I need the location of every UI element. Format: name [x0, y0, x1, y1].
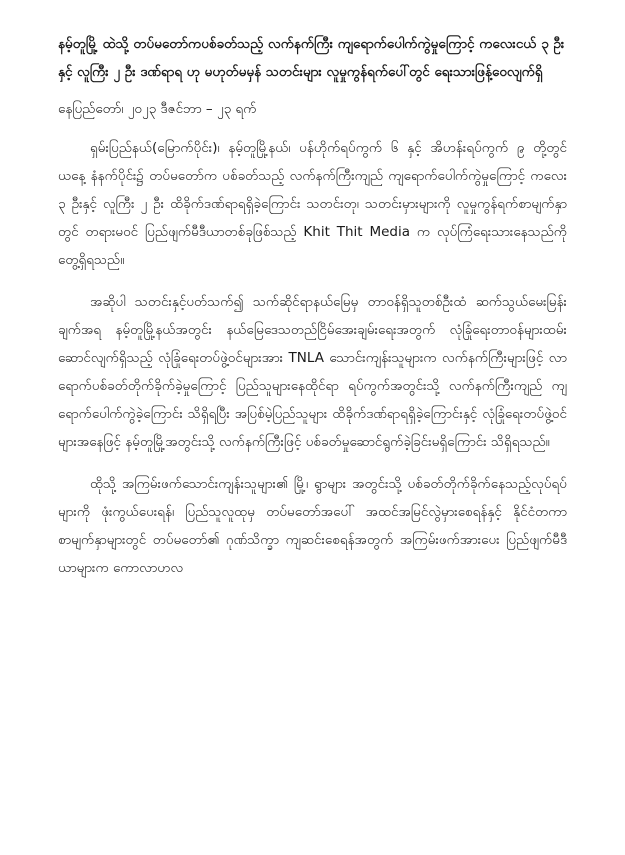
article-paragraph-2: အဆိုပါ သတင်းနှင့်ပတ်သက်၍ သက်ဆိုင်ရာနယ်မြေမှ တာဝန်ရှိသူတစ်ဦးထံ ဆက်သွယ်မေးမြန်းချက်အရ နမ့်တူမြို့နယ်အတွင်း နယ်မြေဒေသတည်ငြိမ်အေးချမ်းရေးအတွက် လုံခြုံရေးတာဝန်များထမ်းဆောင်လျက်ရှိသည့် လုံခြုံရေးတပ်ဖွဲ့ဝင်များအား TNLA သောင်းကျန်းသူများက လက်နက်ကြီးများဖြင့် လာရောက်ပစ်ခတ်တိုက်ခိုက်ခဲ့မှုကြောင့် ပြည်သူများနေထိုင်ရာ ရပ်ကွက်အတွင်းသို့ လက်နက်ကြီးကျည် ကျရောက်ပေါက်ကွဲခဲ့ကြောင်း သိရှိရပြီး အပြစ်မဲ့ပြည်သူများ ထိခိုက်ဒဏ်ရာရရှိခဲ့ကြောင်းနှင့် လုံခြုံရေးတပ်ဖွဲ့ဝင်များအနေဖြင့် နမ့်တူမြို့အတွင်းသို့ လက်နက်ကြီးဖြင့် ပစ်ခတ်မှုဆောင်ရွက်ခဲ့ခြင်းမရှိကြောင်း သိရှိရသည်။ [58, 294, 567, 450]
article-paragraph-3: ထိုသို့ အကြမ်းဖက်သောင်းကျန်းသူများ၏ မြို့၊ ရွာများ အတွင်းသို့ ပစ်ခတ်တိုက်ခိုက်နေသည့်လုပ်ရပ်များကို ဖုံးကွယ်ပေးရန်၊ ပြည်သူလူထုမှ တပ်မတော်အပေါ် အထင်အမြင်လွဲမှားစေရန်နှင့် နိုင်ငံတကာစာမျက်နှာများတွင် တပ်မတော်၏ ဂုဏ်သိက္ခာ ကျဆင်းစေရန်အတွက် အကြမ်းဖက်အားပေး ပြည်ဖျက်မီဒီယာများက ကောလာဟလ [58, 476, 567, 576]
article-paragraph-1: ရှမ်းပြည်နယ်(မြောက်ပိုင်း)၊ နမ့်တူမြို့နယ်၊ ပန်ဟိုက်ရပ်ကွက် ၆ နှင့် အိဟန်းရပ်ကွက် ၉ တို့တွင် ယနေ့ နံနက်ပိုင်း၌ တပ်မတော်က ပစ်ခတ်သည့် လက်နက်ကြီးကျည် ကျရောက်ပေါက်ကွဲမှုကြောင့် ကလေး ၃ ဦးနှင့် လူကြီး ၂ ဦး ထိခိုက်ဒဏ်ရာရရှိခဲ့ကြောင်း သတင်းတု၊ သတင်းမှားများကို လူမှုကွန်ရက်စာမျက်နှာတွင် တရားမဝင် ပြည်ဖျက်မီဒီယာတစ်ခုဖြစ်သည့် Khit Thit Media က လုပ်ကြံရေးသားနေသည်ကို တွေ့ရှိရသည်။ [58, 140, 567, 268]
article-dateline: နေပြည်တော်၊ ၂၀၂၃ ဒီဇင်ဘာ – ၂၃ ရက် [58, 101, 257, 117]
article-title: နမ့်တူမြို့ ထဲသို့ တပ်မတော်ကပစ်ခတ်သည့် လက်နက်ကြီး ကျရောက်ပေါက်ကွဲမှုကြောင့် ကလေးငယ် ၃ ဦးနှင့် လူကြီး ၂ ဦး ဒဏ်ရာရ ဟု မဟုတ်မမှန် သတင်းများ လူမှုကွန်ရက်ပေါ်တွင် ရေးသားဖြန့်ဝေလျက်ရှိ [58, 36, 565, 80]
